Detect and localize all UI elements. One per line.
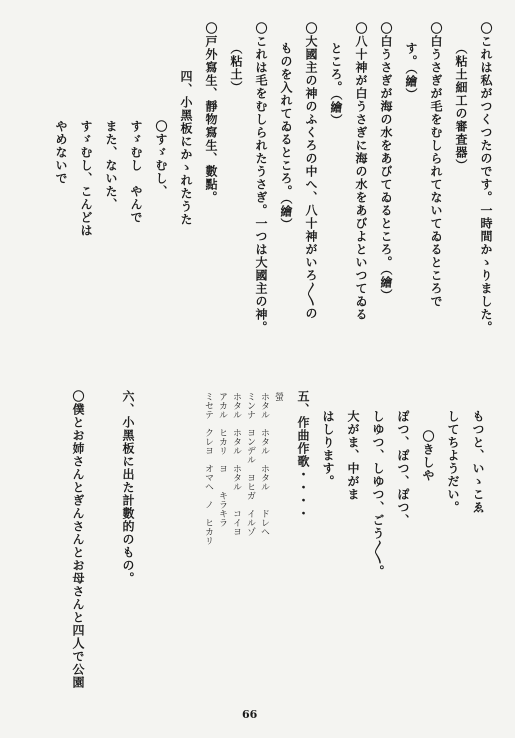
text-column: すゞむし、こんどは <box>79 120 93 237</box>
text-column: 〇これは私がつくつたのです。一時間かゝりました。 <box>479 22 493 334</box>
text-column: してちようだい。 <box>446 410 460 514</box>
score-line: ホタル ホタル ホタル コイヨ <box>231 392 241 536</box>
text-column: もつと、いゝこゑ <box>471 410 485 514</box>
text-column: 四、小黑板にかゝれたうた <box>179 70 193 226</box>
text-column: また、ないた、 <box>104 120 118 211</box>
text-column: 〇白うさぎが海の水をあびてゐるところ。（繪） <box>379 22 393 302</box>
text-column: （粘土細工の審査器） <box>454 42 468 172</box>
text-column: 〇大國主の神のふくろの中へ、八十神がいろ〳〵の <box>304 22 318 320</box>
text-column: やめないで <box>54 120 68 185</box>
text-column: 〇白うさぎが毛をむしられてないてゐるところで <box>429 22 443 308</box>
text-column: 〇これは毛をむしられたうさぎ。一つは大國主の神。 <box>254 22 268 334</box>
score-line: ミンナ ヨンデル ヨヒガ イルゾ <box>245 392 255 536</box>
music-score <box>205 392 285 592</box>
text-column: （粘土） <box>229 42 243 94</box>
score-line: ミセテ クレヨ オマヘ ノ ヒカリ <box>203 392 213 545</box>
text-column: はしります。 <box>321 410 335 488</box>
text-column: ものを入れてゐるところ。（繪） <box>279 42 293 231</box>
page-number: 66 <box>242 708 258 721</box>
text-column: 〇八十神が白うさぎに海の水をあびよといつてゐる <box>354 22 368 321</box>
text-column: 〇僕とお姉さんとぎんさんとお母さんと四人で公園 <box>71 390 85 689</box>
score-line: アカル ヒカリ ヨ キラキラ <box>217 392 227 527</box>
text-column: 五、作曲作歌・・・・ <box>296 390 310 520</box>
text-column: すゞむし やんで <box>129 120 143 224</box>
score-title: 螢 <box>273 392 283 401</box>
text-column: 〇戸外寫生、靜物寫生、數點。 <box>204 22 218 204</box>
text-column: ところ。（繪） <box>329 42 343 127</box>
text-column: 六、小黑板に出た計數的のもの。 <box>121 390 135 585</box>
text-column: す。（繪） <box>404 42 418 101</box>
text-column: 〇すゞむし、 <box>154 120 168 198</box>
text-column: 〇きしや <box>421 430 435 482</box>
text-column: ぽつ、ぽつ、ぽつ、 <box>396 410 410 527</box>
score-line: ホタル ホタル ホタル ドレヘ <box>259 392 269 536</box>
text-column: 大がま、中がま <box>346 410 360 501</box>
text-column: しゆつ、しゆつ、ごう〳〵。 <box>371 410 385 578</box>
